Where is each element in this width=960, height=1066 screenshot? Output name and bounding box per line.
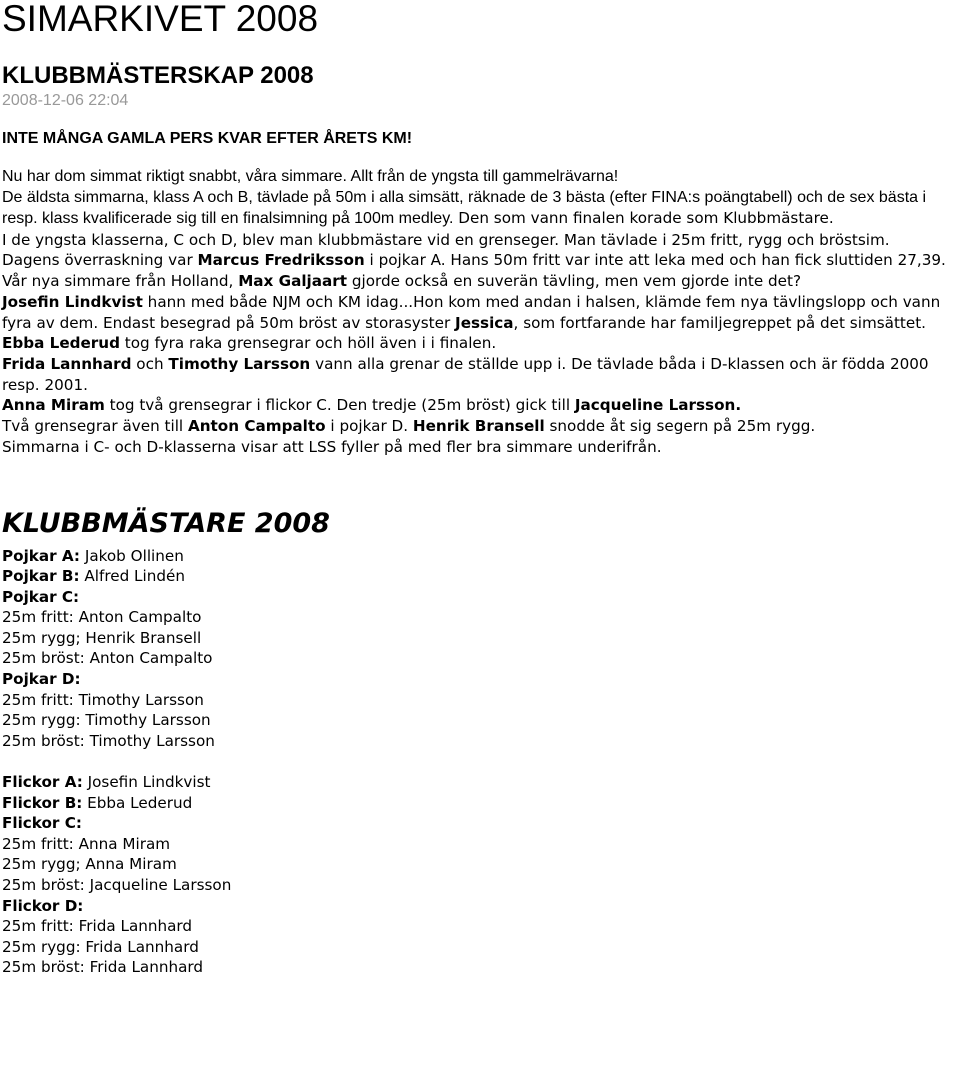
result-line xyxy=(2,587,956,608)
swimmer-name: Anna Miram xyxy=(2,396,105,415)
result-line xyxy=(2,628,956,649)
result-value: 25m fritt: Timothy Larsson xyxy=(2,690,204,709)
result-line xyxy=(2,793,956,814)
text: snodde åt sig segern på 25m rygg. xyxy=(544,417,816,436)
swimmer-name: Timothy Larsson xyxy=(168,355,311,373)
swimmer-name: Jacqueline Larsson. xyxy=(574,396,742,415)
article-intro xyxy=(2,167,956,230)
swimmer-name: Max Galjaart xyxy=(238,272,348,291)
paragraph-classes: I de yngsta klasserna, C och D, blev man klubbmästare vid en grenseger. Man tävlade i 25m fritt, rygg och bröstsim. xyxy=(2,230,890,249)
site-title: SIMARKIVET 2008 xyxy=(2,0,319,39)
result-line xyxy=(2,607,956,628)
page xyxy=(2,0,956,978)
swimmer-name: Ebba Lederud xyxy=(2,334,120,353)
girls-results xyxy=(2,772,956,978)
result-line xyxy=(2,896,956,917)
paragraph-josefin xyxy=(2,292,956,333)
result-class-label: Flickor D: xyxy=(2,896,84,915)
result-class-label: Flickor C: xyxy=(2,814,82,833)
result-line xyxy=(2,916,956,937)
results-heading: KLUBBMÄSTARE 2008 xyxy=(2,507,330,539)
result-line xyxy=(2,875,956,896)
result-value: 25m rygg; Henrik Bransell xyxy=(2,628,202,647)
p1-tail: Den som vann finalen korade som Klubbmästare. xyxy=(453,209,834,228)
result-line xyxy=(2,834,956,855)
swimmer-name: Marcus Fredriksson xyxy=(197,251,365,270)
paragraph-closing: Simmarna i C- och D-klasserna visar att LSS fyller på med fler bra simmare underifrån. xyxy=(2,437,662,456)
article-headline: INTE MÅNGA GAMLA PERS KVAR EFTER ÅRETS KM! xyxy=(2,130,413,147)
result-value: 25m bröst: Anton Campalto xyxy=(2,649,213,668)
text: Två grensegrar även till xyxy=(2,417,188,436)
intro-line-1: Nu har dom simmat riktigt snabbt, våra simmare. Allt från de yngsta till gammelrävarna! xyxy=(2,168,619,185)
result-value: 25m fritt: Anna Miram xyxy=(2,834,171,853)
results-gap xyxy=(2,751,956,772)
result-line xyxy=(2,854,956,875)
result-value: Jakob Ollinen xyxy=(80,546,184,565)
article-body xyxy=(2,230,956,458)
text: i pojkar A. Hans 50m fritt var inte att leka med och han fick sluttiden 27,39. Vår nya simmare från Holland, xyxy=(2,251,946,291)
result-value: 25m fritt: Anton Campalto xyxy=(2,608,202,627)
article-date: 2008-12-06 22:04 xyxy=(2,92,129,109)
text: Dagens överraskning var xyxy=(2,251,198,270)
swimmer-name: Anton Campalto xyxy=(187,417,326,436)
text: vann alla grenar de ställde upp i. De tävlade båda i D-klassen och är födda 2000 resp. 2001. xyxy=(2,355,929,394)
text: och xyxy=(131,355,169,373)
result-value: 25m rygg: Timothy Larsson xyxy=(2,711,211,730)
result-line xyxy=(2,772,956,793)
result-class-label: Pojkar B: xyxy=(2,567,80,586)
result-line xyxy=(2,690,956,711)
results-list xyxy=(2,546,956,978)
result-value: 25m bröst: Frida Lannhard xyxy=(2,958,204,977)
swimmer-name: Frida Lannhard xyxy=(2,355,132,373)
paragraph-anton-henrik xyxy=(2,416,956,437)
result-value: 25m bröst: Jacqueline Larsson xyxy=(2,876,232,895)
text: tog två grensegrar i flickor C. Den tredje (25m bröst) gick till xyxy=(104,396,575,415)
paragraph-frida-timothy xyxy=(2,354,956,395)
swimmer-name: Jessica xyxy=(455,313,514,332)
intro-line-2: De äldsta simmarna, klass A och B, tävlade på 50m i alla simsätt, räknade de 3 bästa (efter FINA:s poängtabell) och de sex bästa i resp. klass kvalificerade sig till en finalsimning på 100m medley. xyxy=(2,188,927,228)
result-line xyxy=(2,546,956,567)
result-value: Josefin Lindkvist xyxy=(82,773,211,792)
result-line xyxy=(2,813,956,834)
paragraph-surprise xyxy=(2,250,956,291)
result-value: 25m rygg; Anna Miram xyxy=(2,855,177,874)
result-line xyxy=(2,648,956,669)
result-line xyxy=(2,566,956,587)
result-value: Alfred Lindén xyxy=(79,567,185,586)
result-line xyxy=(2,669,956,690)
result-line xyxy=(2,937,956,958)
result-class-label: Flickor B: xyxy=(2,793,83,812)
paragraph-anna xyxy=(2,395,956,416)
text: gjorde också en suverän tävling, men vem gjorde inte det? xyxy=(347,272,802,291)
swimmer-name: Henrik Bransell xyxy=(412,417,545,436)
text: i pojkar D. xyxy=(325,417,413,436)
text: tog fyra raka grensegrar och höll även i i finalen. xyxy=(119,334,497,353)
result-line xyxy=(2,957,956,978)
result-class-label: Pojkar A: xyxy=(2,546,81,565)
paragraph-ebba xyxy=(2,333,956,354)
article-title[interactable]: KLUBBMÄSTERSKAP 2008 xyxy=(2,62,314,89)
result-value: 25m rygg: Frida Lannhard xyxy=(2,937,199,956)
result-line xyxy=(2,731,956,752)
result-value: 25m fritt: Frida Lannhard xyxy=(2,917,193,936)
text: hann med både NJM och KM idag...Hon kom med andan i halsen, klämde fem nya tävlingslopp och vann fyra av dem. Endast besegrad på 50m bröst av storasyster xyxy=(2,292,941,332)
result-class-label: Pojkar D: xyxy=(2,670,81,689)
result-class-label: Pojkar C: xyxy=(2,587,80,606)
result-line xyxy=(2,710,956,731)
text: , som fortfarande har familjegreppet på det simsättet. xyxy=(513,313,926,332)
result-value: 25m bröst: Timothy Larsson xyxy=(2,731,215,750)
boys-results xyxy=(2,546,956,752)
result-value: Ebba Lederud xyxy=(82,793,193,812)
result-class-label: Flickor A: xyxy=(2,773,83,792)
swimmer-name: Josefin Lindkvist xyxy=(2,292,143,311)
